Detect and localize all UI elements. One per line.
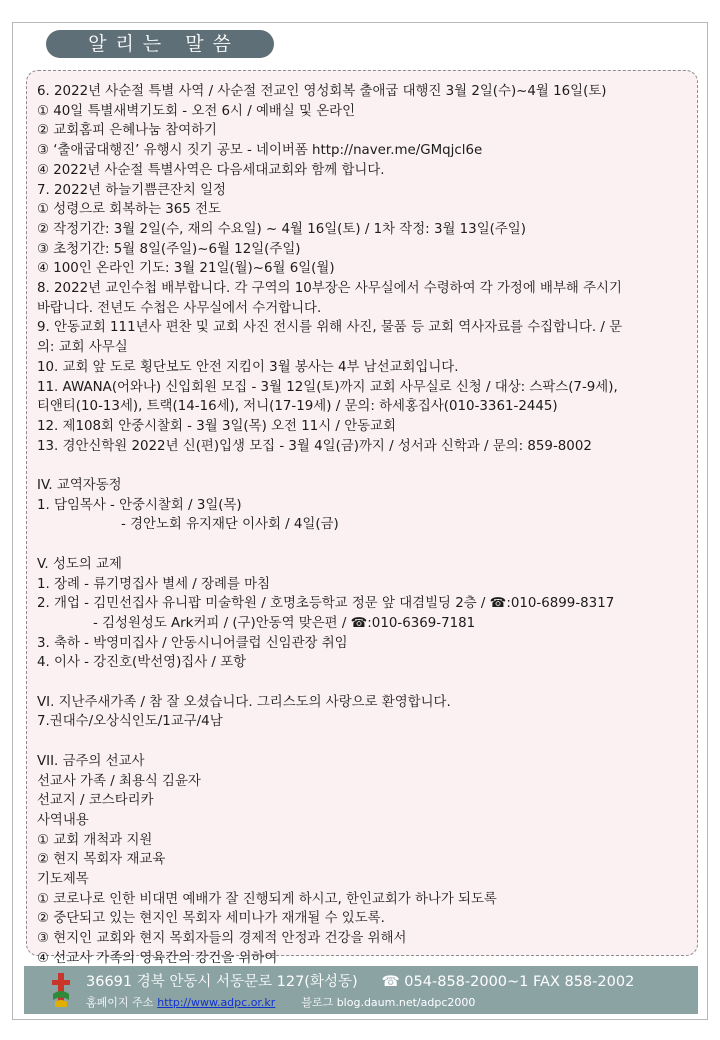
announcement-line: 13. 경안신학원 2022년 신(편)입생 모집 - 3월 4일(금)까지 / 성서과 신학과 / 문의: 859-8002 — [37, 438, 592, 454]
announcement-line: ② 교회홈피 은혜나눔 참여하기 — [37, 123, 217, 139]
fellowship-line: 3. 축하 - 박영미집사 / 안동시니어클럽 신임관장 취임 — [37, 635, 348, 651]
announcement-line: ① 성령으로 회복하는 365 전도 — [37, 202, 221, 218]
announcement-line: 9. 안동교회 111년사 편찬 및 교회 사진 전시를 위해 사진, 물품 등 교회 역사자료를 수집합니다. / 문 — [37, 320, 623, 336]
announcement-line: ① 40일 특별새벽기도회 - 오전 6시 / 예배실 및 온라인 — [37, 103, 356, 119]
missionary-line: 기도제목 — [37, 872, 89, 888]
fellowship-line: 2. 개업 - 김민선집사 유니팝 미술학원 / 호명초등학교 정문 앞 대겸빌딩 2층 / ☎:010-6899-8317 — [37, 596, 615, 612]
missionary-line: ① 교회 개척과 지원 — [37, 832, 153, 848]
announcement-line: ③ ‘출애굽대행진’ 유행시 짓기 공모 - 네이버폼 http://naver.me/GMqjcl6e — [37, 143, 483, 159]
announcements-box — [26, 70, 698, 966]
missionary-line: 사역내용 — [37, 812, 89, 828]
footer-address: 36691 경북 안동시 서동문로 127(화성동) — [86, 974, 358, 990]
announcement-line: ④ 2022년 사순절 특별사역은 다음세대교회와 함께 합니다. — [37, 162, 385, 178]
missionary-line: 선교지 / 코스타리카 — [37, 793, 154, 809]
spacer — [37, 673, 687, 693]
announcement-line: 바랍니다. 전년도 수첩은 사무실에서 수거합니다. — [37, 300, 322, 316]
announcement-line: 의: 교회 사무실 — [37, 340, 128, 356]
homepage-link[interactable]: http://www.adpc.or.kr — [157, 996, 276, 1009]
footer-contact — [86, 970, 634, 991]
missionary-line: ② 현지 목회자 재교육 — [37, 852, 166, 868]
announcement-line: 7. 2022년 하늘기쁨큰잔치 일정 — [37, 182, 226, 198]
footer-links — [86, 994, 475, 1010]
missionary-line: 선교사 가족 / 최용식 김윤자 — [37, 773, 201, 789]
spacer — [37, 535, 687, 555]
announcement-line: 11. AWANA(어와나) 신입회원 모집 - 3월 12일(토)까지 교회 사무실로 신청 / 대상: 스팍스(7-9세), — [37, 379, 618, 395]
new-family-line: 7.권대수/오상식인도/1교구/4남 — [37, 714, 223, 730]
section-title: 알리는 말씀 — [46, 30, 274, 58]
announcement-line: 10. 교회 앞 도로 횡단보도 안전 지킴이 3월 봉사는 4부 남선교회입니다. — [37, 359, 459, 375]
footer-phone: ☎ 054-858-2000~1 FAX 858-2002 — [381, 974, 635, 990]
homepage-label: 홈페이지 주소 — [86, 996, 154, 1009]
announcement-line: ④ 100인 온라인 기도: 3월 21일(월)~6월 6일(월) — [37, 261, 335, 277]
section-heading: VII. 금주의 선교사 — [37, 753, 145, 769]
section-heading: VI. 지난주새가족 / 참 잘 오셨습니다. 그리스도의 사랑으로 환영합니다. — [37, 694, 451, 710]
footer — [24, 966, 698, 1014]
announcement-line: 8. 2022년 교인수첩 배부합니다. 각 구역의 10부장은 사무실에서 수령하여 각 가정에 배부해 주시기 — [37, 281, 622, 297]
announcement-line: 티앤티(10-13세), 트랙(14-16세), 저니(17-19세) / 문의: 하세홍집사(010-3361-2445) — [37, 399, 558, 415]
church-cross-logo-icon — [50, 972, 72, 1008]
spacer — [37, 456, 687, 476]
fellowship-line: 1. 장례 - 류기명집사 별세 / 장례를 마침 — [37, 576, 271, 592]
section-heading: IV. 교역자동정 — [37, 478, 122, 494]
announcement-line: ③ 초청기간: 5월 8일(주일)~6월 12일(주일) — [37, 241, 301, 257]
announcement-line: 12. 제108회 안중시찰회 - 3월 3일(목) 오전 11시 / 안동교회 — [37, 418, 396, 434]
fellowship-line: 4. 이사 - 강진호(박선영)집사 / 포항 — [37, 655, 247, 671]
missionary-line: ② 중단되고 있는 현지인 목회자 세미나가 재개될 수 있도록. — [37, 911, 385, 927]
missionary-line: ④ 선교사 가족의 영육간의 강건을 위하여 — [37, 950, 278, 966]
announcement-line: 6. 2022년 사순절 특별 사역 / 사순절 전교인 영성회복 출애굽 대행진 3월 2일(수)~4월 16일(토) — [37, 84, 607, 99]
staff-news-line: - 경안노회 유지재단 이사회 / 4일(금) — [121, 517, 339, 533]
staff-news-line: 1. 담임목사 - 안중시찰회 / 3일(목) — [37, 497, 242, 513]
blog-address: 블로그 blog.daum.net/adpc2000 — [301, 996, 476, 1009]
announcement-line: ② 작정기간: 3월 2일(수, 재의 수요일) ~ 4월 16일(토) / 1차 작정: 3월 13일(주일) — [37, 221, 526, 237]
section-heading: V. 성도의 교제 — [37, 556, 122, 572]
fellowship-line: - 김성원성도 Ark커피 / (구)안동역 맞은편 / ☎:010-6369-7181 — [93, 615, 476, 631]
spacer — [37, 732, 687, 752]
missionary-line: ① 코로나로 인한 비대면 예배가 잘 진행되게 하시고, 한인교회가 하나가 되도록 — [37, 891, 497, 907]
missionary-line: ③ 현지인 교회와 현지 목회자들의 경제적 안정과 건강을 위해서 — [37, 931, 407, 947]
